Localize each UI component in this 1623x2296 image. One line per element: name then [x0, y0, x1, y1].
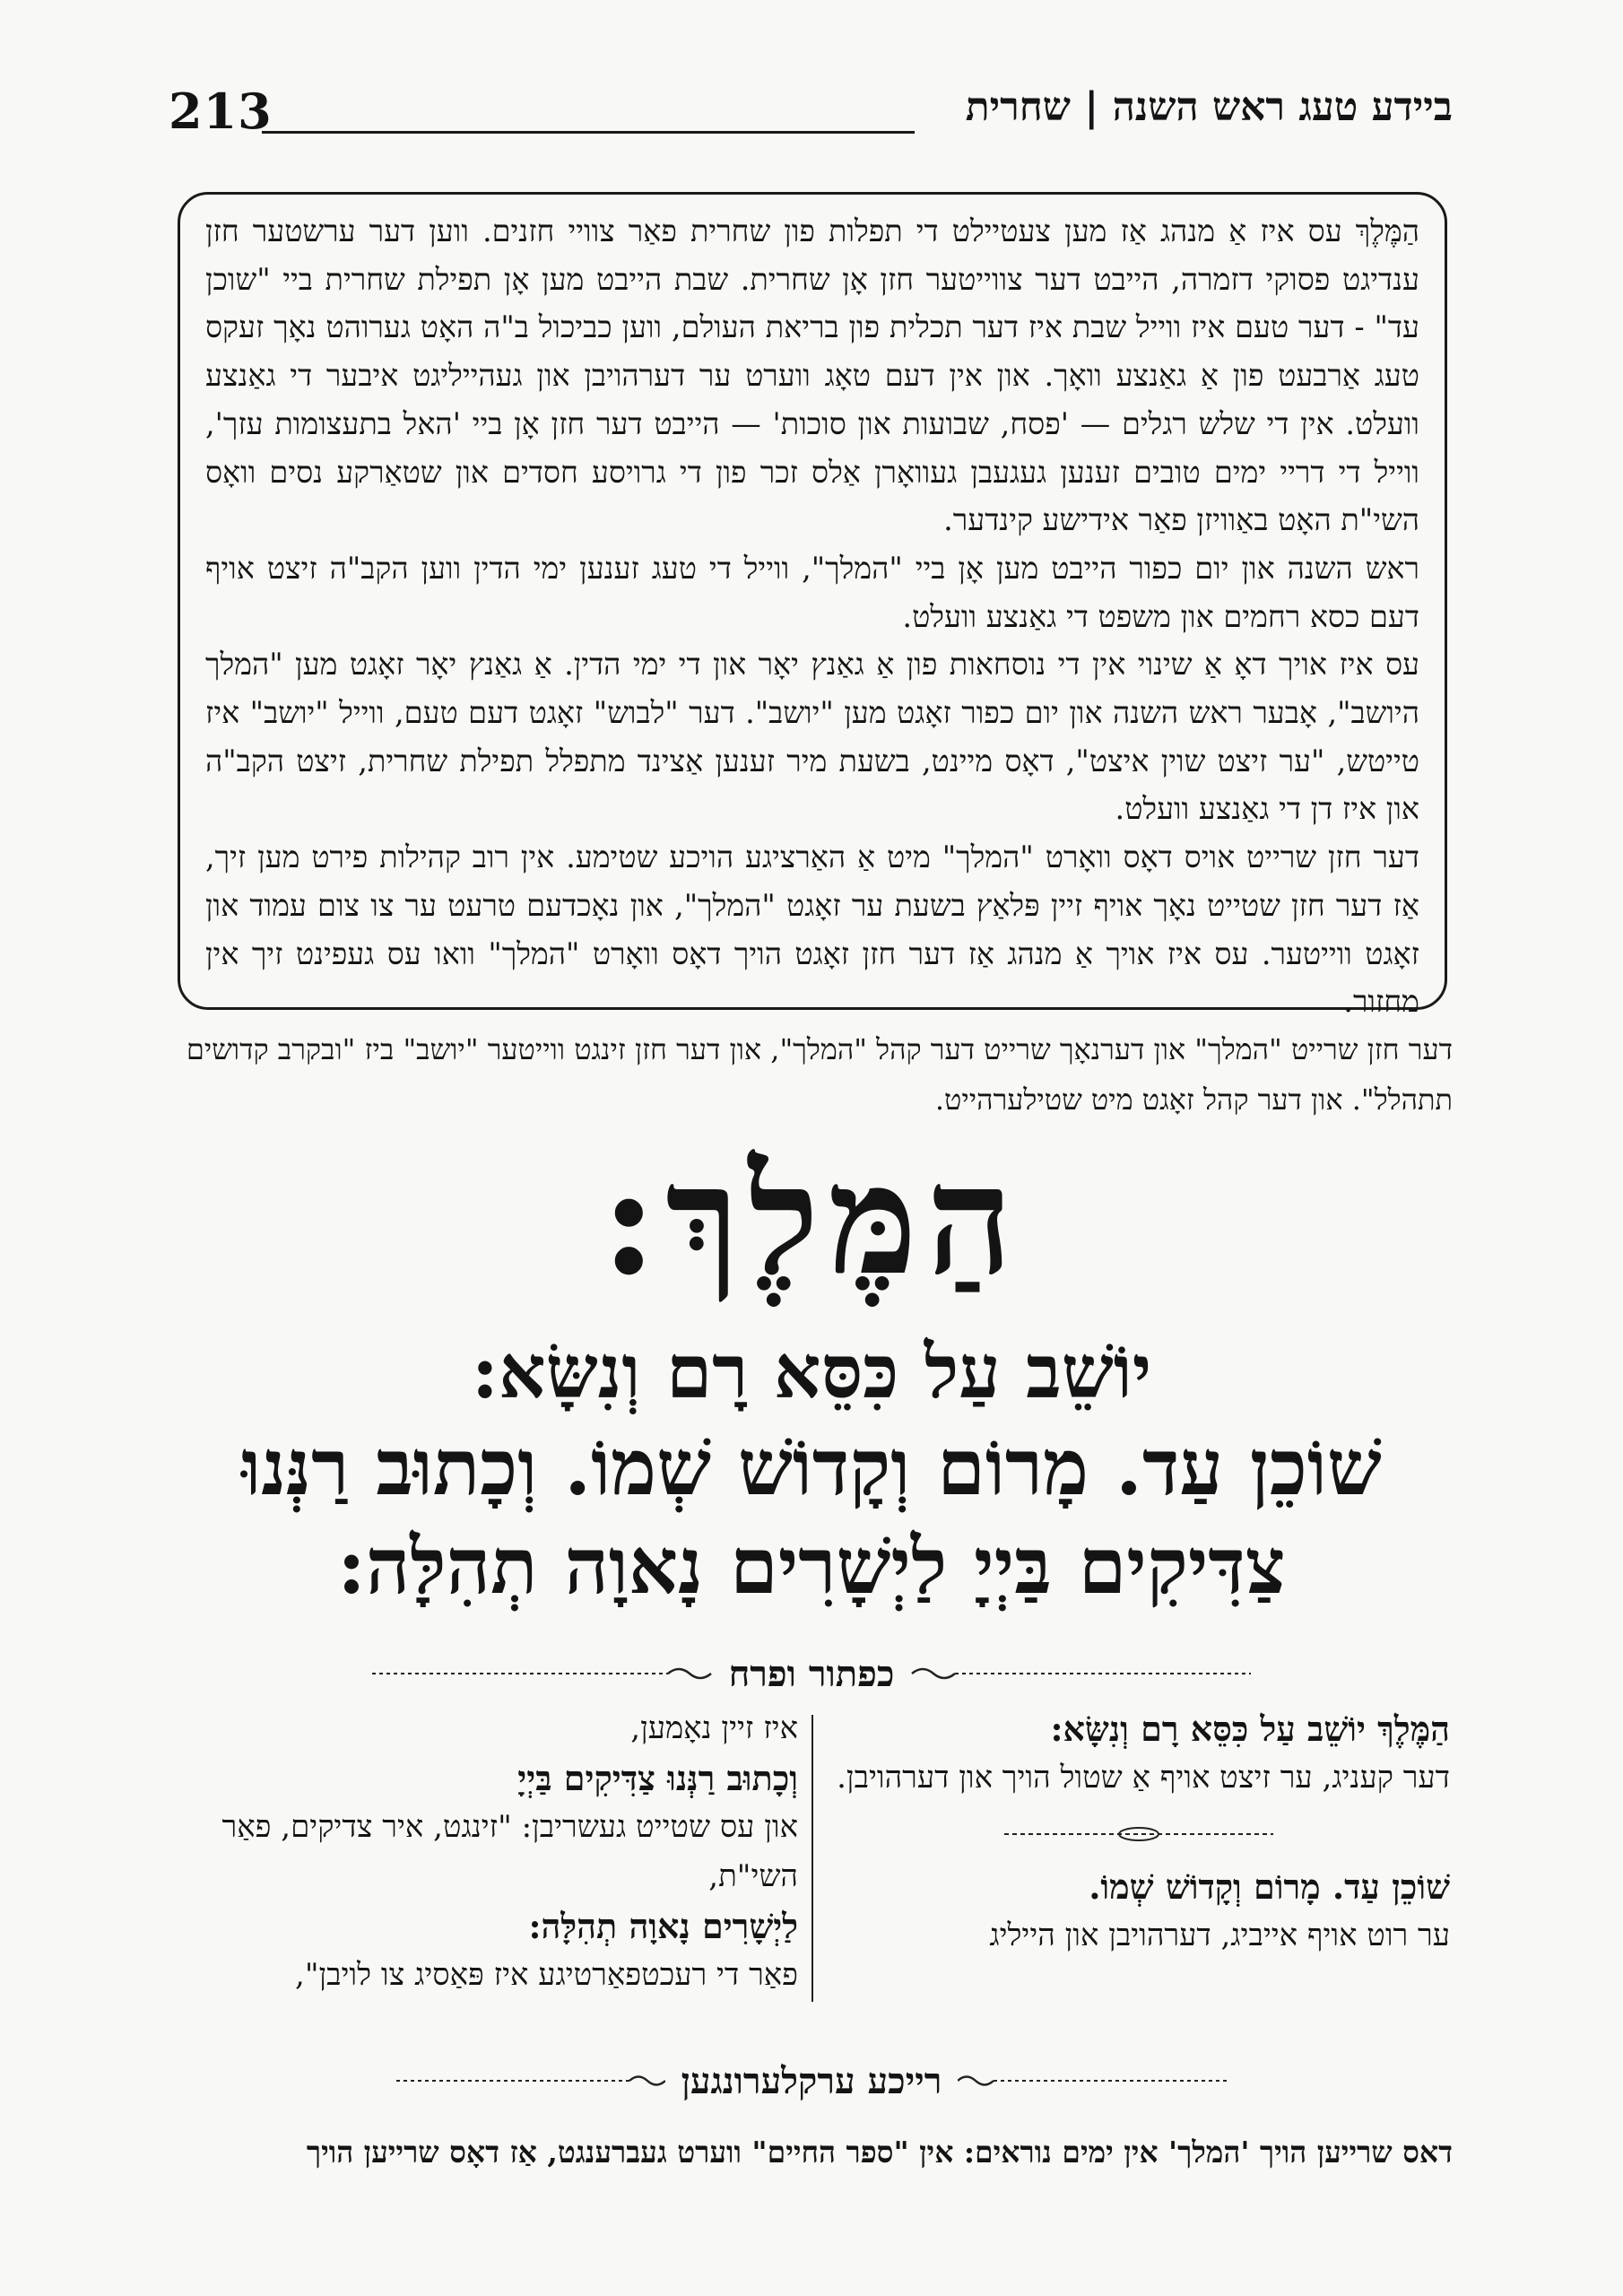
- section-heading-kaftor: [0, 1648, 1623, 1695]
- column-right-text-1: דער קעניג, ער זיצט אויף אַ שטול הויך און דערהויבן.: [837, 1760, 1450, 1796]
- instruction-note: דער חזן שרייט "המלך" און דערנאָך שרייט דער קהל "המלך", און דער חזן זינגט ווייטער "יושב" ביז "ובקרב קדושים תתהלל". און דער קהל זאָגט מיט שטילערהייט.: [186, 1032, 1453, 1117]
- running-title: ביידע טעג ראש השנה | שחרית: [965, 84, 1453, 130]
- ornament-left-icon: [396, 2073, 665, 2089]
- intro-paragraph: עס איז אויך דאָ אַ שינוי אין די נוסחאות פון אַ גאַנץ יאָר און די ימי הדין. אַ גאַנץ יאָר זאָגט מען "המלך היושב", אָבער ראש השנה און יום כפור זאָגט מען "יושב". דער "לבוש" זאָגט דעם טעם, ווייל "יושב" איז טייטש, "ער זיצט שוין איצט", דאָס מיינט, בשעת מיר זענען אַצינד מתפלל תפילת שחרית, זיצט הקב"ה און איז דן די גאַנצע וועלט.: [205, 647, 1419, 827]
- intro-paragraph: דער חזן שרייט אויס דאָס וואָרט "המלך" מיט אַ האַרציגע הויכע שטימע. אין רוב קהילות פירט מען זיך, אַז דער חזן שטייט נאָך אויף זיין פּלאַץ בשעת ער זאָגט "המלך", און נאָכדעם טרעט ער צו צום עמוד און זאָגט ווייטער. עס איז אויך אַ מנהג אַז דער חזן זאָגט הויך דאָס וואָרט "המלך" וואו עס געפינט זיך אין מחזור.: [205, 839, 1419, 1020]
- column-left-lead-1: וְכָתוּב רַנְּנוּ צַדִּיקִים בַּיְיָ: [517, 1758, 798, 1798]
- column-left-text-2: פאַר די רעכטפאַרטיגע איז פּאַסיג צו לויבן",: [295, 1957, 798, 1993]
- column-right: [827, 1704, 1450, 1961]
- intro-box: [178, 192, 1447, 1020]
- section-heading-text: רייכע ערקלערונגען: [681, 2059, 942, 2102]
- column-left-text-0: איז זיין נאָמען,: [630, 1710, 798, 1746]
- column-divider: [812, 1715, 813, 2002]
- column-left-lead-2: לַיְשָׁרִים נָאוָה תְהִלָּה:: [528, 1906, 798, 1946]
- column-right-lead-2: שׁוֹכֵן עַד. מָרוֹם וְקָדוֹשׁ שְׁמוֹ.: [1089, 1866, 1450, 1907]
- intro-paragraph: ראש השנה און יום כפור הייבט מען אָן ביי "המלך", ווייל די טעג זענען ימי הדין ווען הקב"ה זיצט אויף דעם כסא רחמים און משפט די גאַנצע וועלט.: [205, 550, 1419, 634]
- header-rule: [262, 131, 915, 134]
- intro-paragraph: הַמֶּלֶךְ עס איז אַ מנהג אַז מען צעטיילט די תפלות פון שחרית פאַר צוויי חזנים. ווען דער ערשטער חזן ענדיגט פסוקי דזמרה, הייבט דער צווייטער חזן אָן שחרית. שבת הייבט מען אָן תפילת שחרית ביי "שוכן עד" - דער טעם איז ווייל שבת איז דער תכלית פון בריאת העולם, ווען כביכול ב"ה האָט גערוהט נאָך זעקס טעג אַרבעט פון אַ גאַנצע וואָך. און אין דעם טאָג ווערט ער דערהויבן און געהייליגט איבער די גאַנצע וועלט. אין די שלש רגלים — 'פסח, שבועות און סוכות' — הייבט דער חזן אָן ביי 'האל בתעצומות עזך', ווייל די דריי ימים טובים זענען געגעבן געוואָרן אַלס זכר פון די גרויסע חסדים און שטאַרקע נסים וואָס השי"ת האָט באַוויזן פאַר אידישע קינדער.: [205, 213, 1419, 538]
- prayer-hamelech: הַמֶּלֶךְ:: [601, 1131, 1022, 1309]
- prayer-line-3: שׁוֹכֵן עַד. מָרוֹם וְקָדוֹשׁ שְׁמוֹ. וְכָתוּב רַנְּנוּ: [241, 1422, 1382, 1513]
- ornament-right-icon: [958, 2073, 1227, 2089]
- prayer-line-4: צַדִּיקִים בַּיְיָ לַיְשָׁרִים נָאוָה תְהִלָּה:: [337, 1521, 1286, 1612]
- column-left-text-1: און עס שטייט געשריבן: "זינגט, איר צדיקים, פאַר השי"ת,: [221, 1809, 798, 1894]
- ornament-left-icon: [372, 1665, 713, 1682]
- column-left: [166, 1704, 798, 2000]
- section-heading-text: כפתור ופרח: [728, 1652, 895, 1695]
- section-heading-reiche: [0, 2056, 1623, 2102]
- ornament-divider-icon: [1004, 1826, 1273, 1842]
- ornament-right-icon: [910, 1665, 1251, 1682]
- explanation-text: דאס שרייען הויך 'המלך' אין ימים נוראים: אין "ספר החיים" ווערט געברענגט, אַז דאָס שרייען הויך: [306, 2135, 1453, 2170]
- column-right-lead-1: הַמֶּלֶךְ יוֹשֵׁב עַל כִּסֵּא רָם וְנִשָּׂא:: [1050, 1709, 1450, 1749]
- prayer-line-2: יוֹשֵׁב עַל כִּסֵּא רָם וְנִשָּׂא:: [471, 1329, 1152, 1415]
- page-number: 213: [169, 83, 273, 140]
- column-right-text-2: ער רוט אויף אייביג, דערהויבן און הייליג: [989, 1918, 1450, 1953]
